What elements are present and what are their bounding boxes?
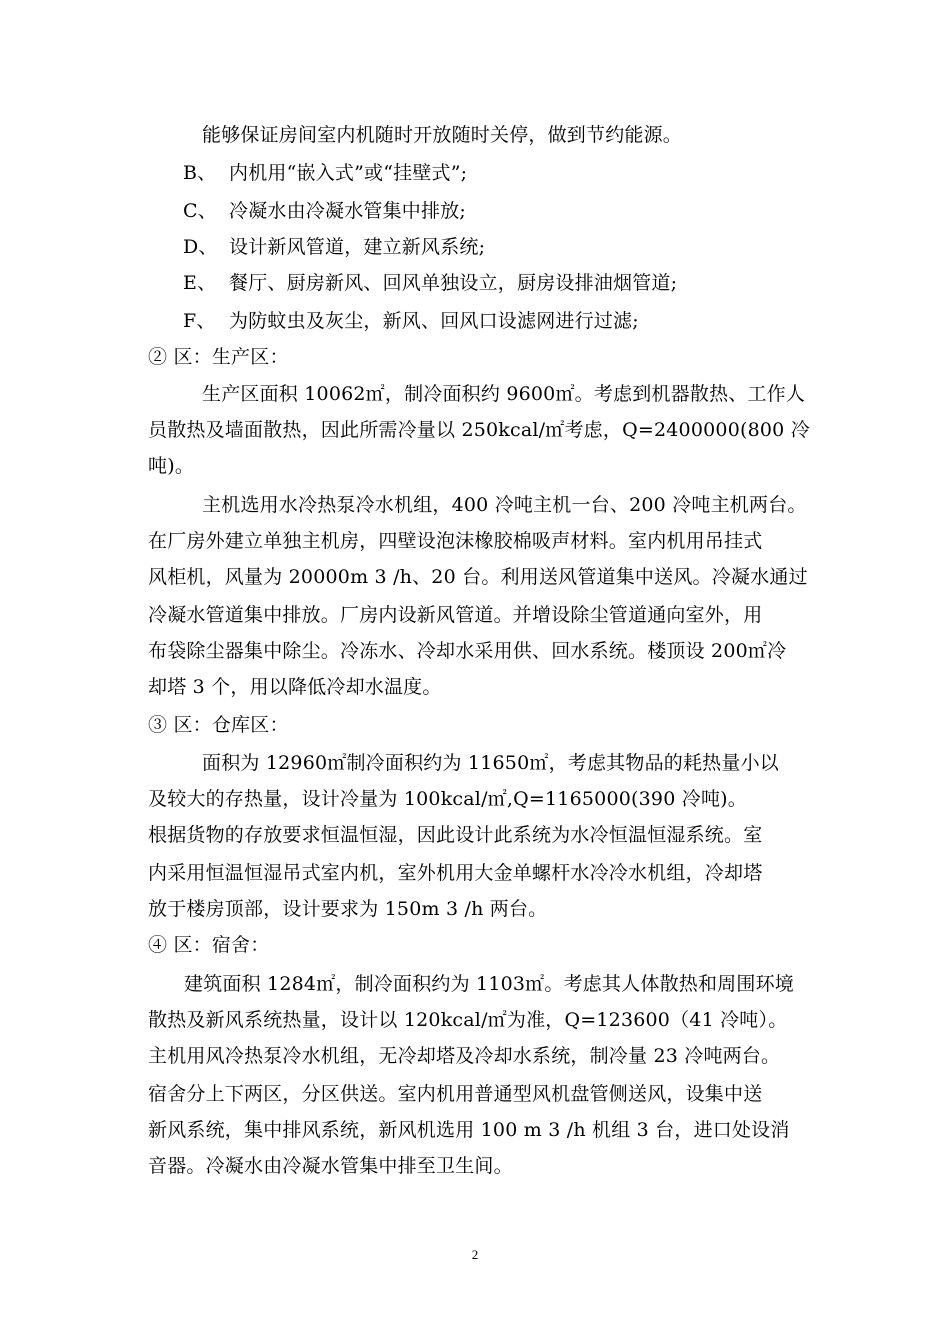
paragraph-line: 却塔 3 个，用以降低冷却水温度。: [148, 676, 442, 698]
list-item: [183, 234, 485, 260]
list-item-text: 为防蚊虫及灰尘，新风、回风口设滤网进行过滤;: [229, 310, 639, 332]
paragraph-line: 在厂房外建立单独主机房，四壁设泡沫橡胶棉吸声材料。室内机用吊挂式: [148, 530, 763, 552]
list-item-label: D、: [183, 236, 218, 258]
paragraph-line: 及较大的存热量，设计冷量为 100kcal/㎡,Q=1165000(390 冷吨)。: [148, 788, 747, 810]
paragraph-line: 主机用风冷热泵冷水机组，无冷却塔及冷却水系统，制冷量 23 冷吨两台。: [148, 1045, 781, 1067]
paragraph-line: 放于楼房顶部，设计要求为 150m 3 /h 两台。: [148, 898, 548, 920]
section-heading: ④ 区：宿舍：: [148, 934, 270, 956]
paragraph-line: 建筑面积 1284㎡，制冷面积约为 1103㎡。考虑其人体散热和周围环境: [184, 973, 794, 995]
page-number: 2: [471, 1247, 479, 1262]
list-item-label: C、: [183, 200, 217, 222]
paragraph-line: 散热及新风系统热量，设计以 120kcal/㎡为准，Q=123600（41 冷吨）。: [148, 1009, 788, 1031]
paragraph-line: 风柜机，风量为 20000m 3 /h、20 台。利用送风管道集中送风。冷凝水通过: [148, 566, 808, 588]
paragraph-line: 吨)。: [148, 455, 195, 477]
paragraph-line: 面积为 12960㎡制冷面积约为 11650㎡，考虑其物品的耗热量小以: [202, 752, 779, 774]
paragraph-line: 内采用恒温恒湿吊式室内机，室外机用大金单螺杆水冷冷水机组，冷却塔: [148, 862, 763, 884]
list-item-label: F、: [183, 310, 216, 332]
list-item: [183, 198, 466, 224]
list-item-label: B、: [183, 162, 217, 184]
paragraph-line: 音器。冷凝水由冷凝水管集中排至卫生间。: [148, 1155, 513, 1177]
intro-line: 能够保证房间室内机随时开放随时关停，做到节约能源。: [202, 124, 683, 146]
paragraph-line: 布袋除尘器集中除尘。冷冻水、冷却水采用供、回水系统。楼顶设 200㎡冷: [148, 640, 787, 662]
section-heading: ③ 区：仓库区：: [148, 714, 289, 736]
list-item-text: 设计新风管道，建立新风系统;: [229, 236, 486, 258]
paragraph-line: 根据货物的存放要求恒温恒湿，因此设计此系统为水冷恒温恒湿系统。室: [148, 824, 763, 846]
paragraph-line: 宿舍分上下两区，分区供送。室内机用普通型风机盘管侧送风，设集中送: [148, 1083, 763, 1105]
paragraph-line: 新风系统，集中排风系统，新风机选用 100 m 3 /h 机组 3 台，进口处设消: [148, 1119, 790, 1141]
paragraph-line: 员散热及墙面散热，因此所需冷量以 250kcal/㎡考虑，Q=2400000(800 冷: [148, 419, 810, 441]
list-item-text: 餐厅、厨房新风、回风单独设立，厨房设排油烟管道;: [229, 272, 678, 294]
list-item: [183, 308, 639, 334]
paragraph-line: 生产区面积 10062㎡，制冷面积约 9600㎡。考虑到机器散热、工作人: [202, 383, 806, 405]
list-item-text: 内机用“嵌入式”或“挂壁式”;: [229, 162, 468, 184]
list-item: [183, 270, 677, 296]
list-item: [183, 160, 467, 186]
list-item-text: 冷凝水由冷凝水管集中排放;: [229, 200, 467, 222]
section-heading: ② 区：生产区：: [148, 346, 289, 368]
list-item-label: E、: [183, 272, 217, 294]
paragraph-line: 主机选用水冷热泵冷水机组，400 冷吨主机一台、200 冷吨主机两台。: [202, 494, 807, 516]
paragraph-line: 冷凝水管道集中排放。厂房内设新风管道。并增设除尘管道通向室外，用: [148, 604, 763, 626]
